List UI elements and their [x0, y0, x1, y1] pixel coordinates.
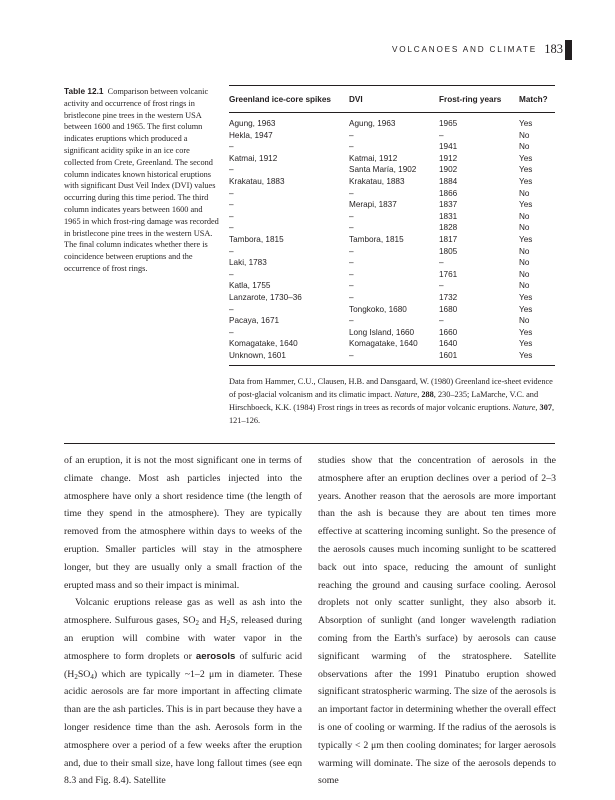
column-header-match: Match? [519, 86, 555, 113]
cell-frost-ring: 1732 [439, 292, 458, 302]
source-text: , 230–235; LaMarche, V.C. and Hirschboeck, K.K. (1984) Frost rings in trees as records of major volcanic eruptions. [229, 389, 539, 412]
cell-match: No [519, 223, 530, 233]
table-row [229, 222, 555, 234]
source-journal: Nature [512, 402, 536, 412]
table-row [229, 113, 555, 130]
cell-ice-core: – [229, 188, 234, 198]
cell-dvi: Agung, 1963 [349, 119, 396, 128]
cell-frost-ring: 1805 [439, 246, 458, 256]
table-label: Table 12.1 [64, 86, 104, 96]
table-row [229, 246, 555, 258]
column-header-ice-core: Greenland ice-core spikes [229, 86, 349, 113]
cell-match: No [519, 130, 530, 140]
table-row [229, 257, 555, 269]
table-row [229, 130, 555, 142]
cell-frost-ring: – [439, 258, 444, 268]
cell-dvi: – [349, 269, 354, 279]
table-row [229, 304, 555, 316]
cell-match: Yes [519, 200, 533, 210]
cell-frost-ring: – [439, 316, 444, 326]
cell-dvi: – [349, 246, 354, 256]
cell-match: Yes [519, 350, 533, 360]
table-header-row [229, 86, 555, 113]
cell-dvi: – [349, 188, 354, 198]
table-row [229, 315, 555, 327]
cell-ice-core: – [229, 165, 234, 175]
data-table [229, 85, 555, 366]
text-run: of sulfuric acid (H [64, 650, 302, 680]
cell-frost-ring: 1884 [439, 176, 458, 186]
source-text: , 121–126. [229, 402, 555, 425]
cell-frost-ring: 1837 [439, 200, 458, 210]
cell-ice-core: Pacaya, 1671 [229, 316, 280, 326]
source-sep: , [417, 389, 422, 399]
text-run: ) which are typically ~1–2 μm in diameter. These acidic aerosols are far more important in affecting climate than are the ash particles. This is in part because they have a longer residence time than the ash. Aerosols form in the atmosphere over a period of a few weeks after the eruption and, due to their small size, have long fallout times (see eqn 8.3 and Fig. 8.4). Satellite [64, 668, 302, 787]
cell-ice-core: Katla, 1755 [229, 281, 271, 291]
cell-match: Yes [519, 234, 533, 244]
table-row [229, 269, 555, 281]
cell-match: No [519, 246, 530, 256]
cell-match: Yes [519, 153, 533, 163]
subscript: 2 [226, 619, 231, 628]
source-text: Data from Hammer, C.U., Clausen, H.B. and Dansgaard, W. (1980) Greenland ice-sheet evidence of post-glacial volcanism and its climatic impact. [229, 377, 553, 399]
paragraph: studies show that the concentration of aerosols in the atmosphere after an eruption declines over a period of 2–3 years. Another reason that the aerosols are more important than the ash is because they are about ten times more effective at scattering incoming sunlight. So the presence of the aerosols causes much incoming sunlight to be scattered back out into space, reducing the amount of sunlight reaching the ground and causing surface cooling. Aerosol droplets not only scatter sunlight, they also absorb it. Absorption of sunlight (and longer wavelength radiation coming from the Earth's surface) by aerosols can cause significant warming of the stratosphere. Satellite observations after the 1991 Pinatubo eruption showed significant stratospheric warming. The size of the aerosols is an important factor in determining whether the overall effect is one of cooling or warming. If the radius of the aerosols is typically < 2 μm then cooling dominates; for larger aerosols warming will dominate. The size of the aerosols depends to some [318, 455, 556, 787]
cell-frost-ring: 1866 [439, 188, 458, 198]
table-row [229, 199, 555, 211]
thumb-tab-marker [565, 40, 572, 60]
cell-match: No [519, 258, 530, 268]
table-row [229, 164, 555, 176]
cell-dvi: – [349, 258, 354, 268]
cell-dvi: – [349, 292, 354, 302]
cell-dvi: Krakatau, 1883 [349, 176, 405, 186]
subscript: 2 [74, 672, 78, 681]
column-header-frost-ring: Frost-ring years [439, 86, 519, 113]
table-body [229, 113, 555, 366]
cell-match: No [519, 211, 530, 221]
table-row [229, 153, 555, 165]
table-12-1 [229, 85, 555, 366]
cell-frost-ring: 1831 [439, 211, 458, 221]
cell-ice-core: – [229, 246, 234, 256]
cell-ice-core: Hekla, 1947 [229, 130, 273, 140]
cell-frost-ring: 1601 [439, 350, 458, 360]
cell-ice-core: – [229, 327, 234, 337]
cell-match: Yes [519, 119, 533, 128]
cell-ice-core: – [229, 211, 234, 221]
section-divider [64, 443, 555, 444]
table-row [229, 280, 555, 292]
cell-dvi: – [349, 350, 354, 360]
table-row [229, 327, 555, 339]
text-run: Volcanic eruptions release gas as well as ash into the atmosphere. Sulfurous gases, SO [64, 597, 302, 627]
cell-match: No [519, 316, 530, 326]
cell-match: Yes [519, 165, 533, 175]
table-row [229, 350, 555, 366]
cell-dvi: Long Island, 1660 [349, 327, 415, 337]
running-head: VOLCANOES AND CLIMATE [391, 45, 537, 54]
cell-ice-core: Laki, 1783 [229, 258, 267, 268]
cell-frost-ring: 1660 [439, 327, 458, 337]
cell-ice-core: – [229, 269, 234, 279]
cell-ice-core: Unknown, 1601 [229, 350, 286, 360]
cell-match: No [519, 281, 530, 291]
cell-frost-ring: 1640 [439, 339, 458, 349]
source-journal: Nature [394, 389, 418, 399]
cell-dvi: – [349, 223, 354, 233]
cell-ice-core: Tambora, 1815 [229, 234, 284, 244]
cell-ice-core: – [229, 304, 234, 314]
cell-ice-core: – [229, 200, 234, 210]
paragraph: of an eruption, it is not the most significant one in terms of climate change. Most ash particles injected into the atmosphere have only a short residence time (the length of time they spend in the atmosphere). They are typically removed from the atmosphere within days to weeks of the eruption. Smaller particles will stay in the atmosphere longer, but they are usually only a small fraction of the erupted mass and so their impact is minimal. [64, 455, 302, 591]
cell-frost-ring: 1912 [439, 153, 458, 163]
source-volume: 288 [421, 389, 434, 399]
cell-frost-ring: 1828 [439, 223, 458, 233]
cell-ice-core: Lanzarote, 1730–36 [229, 292, 302, 302]
cell-dvi: Komagatake, 1640 [349, 339, 418, 349]
cell-ice-core: Katmai, 1912 [229, 153, 278, 163]
cell-match: Yes [519, 292, 533, 302]
table-row [229, 292, 555, 304]
cell-ice-core: Komagatake, 1640 [229, 339, 298, 349]
column-header-dvi: DVI [349, 86, 439, 113]
table-caption-text: Comparison between volcanic activity and occurrence of frost rings in bristlecone pine trees in the western USA between 1600 and 1965. The first column indicates eruptions which produced a significant acidity spike in an ice core collected from Crete, Greenland. The second column indicates known historical eruptions with significant Dust Veil Index (DVI) values occurring during this time period. The third column indicates years between 1600 and 1965 in which frost-ring damage was recorded in bristlecone pine trees in the western USA. The final column indicates whether there is coincidence between eruptions and the occurrence of frost rings. [64, 87, 219, 273]
cell-dvi: Katmai, 1912 [349, 153, 398, 163]
cell-ice-core: – [229, 142, 234, 152]
cell-ice-core: – [229, 223, 234, 233]
subscript: 4 [90, 672, 94, 681]
cell-frost-ring: 1965 [439, 119, 458, 128]
text-run: SO [77, 668, 91, 680]
cell-dvi: Merapi, 1837 [349, 200, 397, 210]
cell-dvi: – [349, 211, 354, 221]
cell-frost-ring: – [439, 281, 444, 291]
text-run: S, released during an eruption will combine with water vapor in the atmosphere to form droplets or [64, 615, 302, 662]
cell-dvi: – [349, 142, 354, 152]
cell-match: No [519, 188, 530, 198]
keyword-aerosols: aerosols [195, 650, 236, 662]
cell-match: No [519, 269, 530, 279]
table-row [229, 234, 555, 246]
cell-frost-ring: 1761 [439, 269, 458, 279]
text-run: and H [198, 615, 227, 627]
cell-dvi: – [349, 130, 354, 140]
source-volume: 307 [539, 402, 552, 412]
body-column-right [318, 452, 556, 790]
body-column-left [64, 452, 302, 790]
table-caption [64, 86, 220, 275]
cell-match: No [519, 142, 530, 152]
table-row [229, 338, 555, 350]
cell-match: Yes [519, 327, 533, 337]
page-number: 183 [544, 42, 563, 56]
cell-dvi: – [349, 316, 354, 326]
cell-dvi: – [349, 281, 354, 291]
table-row [229, 176, 555, 188]
table-row [229, 211, 555, 223]
table-row [229, 188, 555, 200]
paragraph [64, 594, 302, 790]
cell-frost-ring: 1941 [439, 142, 458, 152]
source-sep: , [535, 402, 540, 412]
cell-match: Yes [519, 176, 533, 186]
cell-match: Yes [519, 339, 533, 349]
cell-frost-ring: 1902 [439, 165, 458, 175]
cell-frost-ring: 1817 [439, 234, 458, 244]
table-source-note [229, 376, 555, 428]
subscript: 2 [195, 619, 199, 628]
cell-match: Yes [519, 304, 533, 314]
table-row [229, 141, 555, 153]
cell-dvi: Santa María, 1902 [349, 165, 417, 175]
cell-dvi: Tambora, 1815 [349, 234, 404, 244]
cell-frost-ring: 1680 [439, 304, 458, 314]
cell-ice-core: Krakatau, 1883 [229, 176, 285, 186]
cell-dvi: Tongkoko, 1680 [349, 304, 407, 314]
cell-ice-core: Agung, 1963 [229, 119, 276, 128]
cell-frost-ring: – [439, 130, 444, 140]
